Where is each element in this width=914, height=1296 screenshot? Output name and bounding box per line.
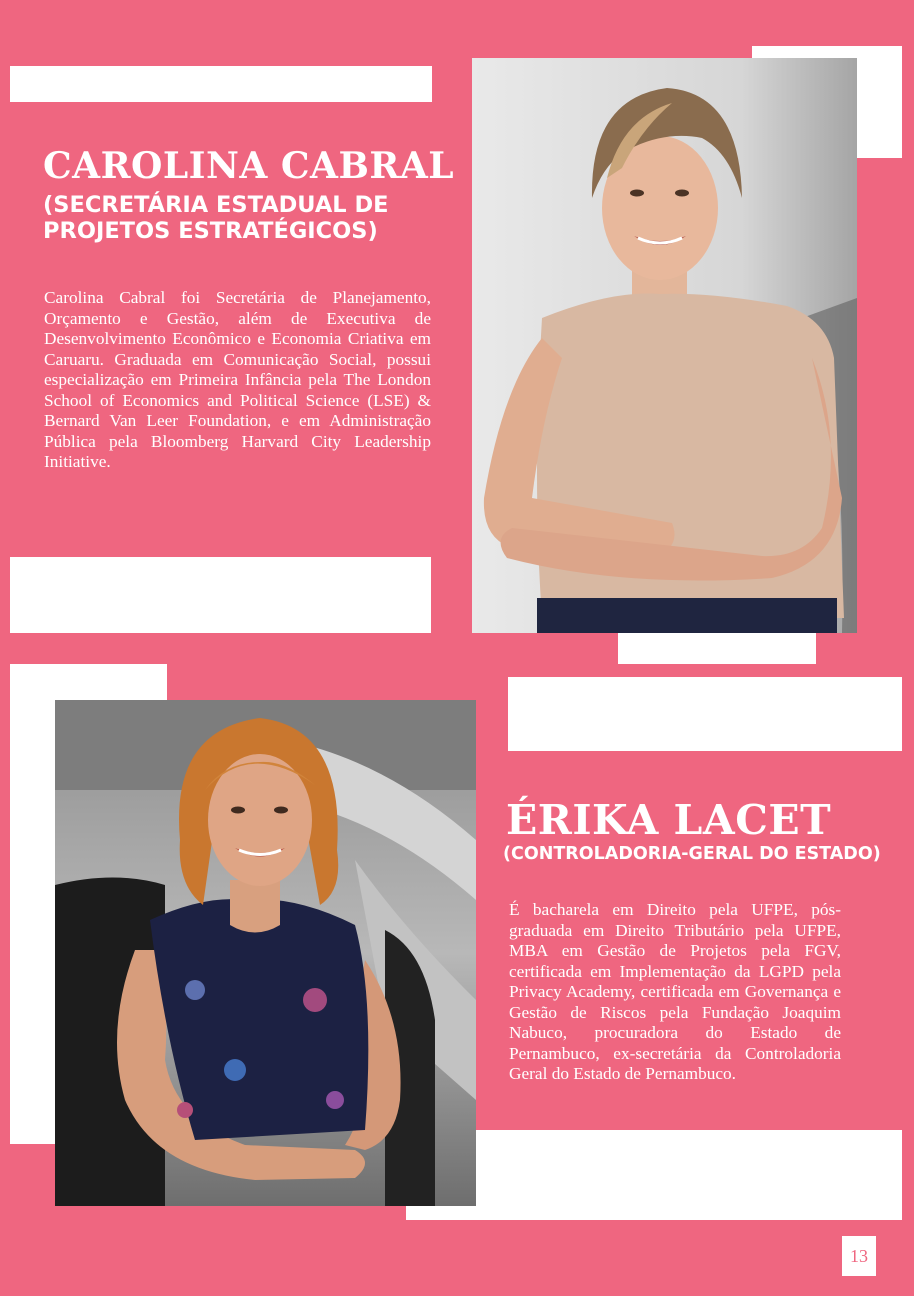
profile-name: CAROLINA CABRAL bbox=[43, 145, 455, 187]
decor-bar-bottom bbox=[406, 1130, 902, 1220]
profile-bio: Carolina Cabral foi Secretária de Planejamento, Orçamento e Gestão, além de Executiva de Desenvolvimento Econômico e Economia Criativa em Caruaru. Graduada em Comunicação Social, possui especialização em Primeira Infância pela The London School of Economics and Political Science (LSE) & Bernard Van Leer Foundation, e em Administração Pública pela Bloomberg Harvard City Leadership Initiative. bbox=[44, 288, 431, 471]
decor-bar-lower-right bbox=[508, 677, 902, 751]
profile-role: (CONTROLADORIA-GERAL DO ESTADO) bbox=[503, 844, 881, 864]
profile-name: ÉRIKA LACET bbox=[506, 796, 832, 844]
profile-role: (SECRETÁRIA ESTADUAL DE PROJETOS ESTRATÉGICOS) bbox=[43, 192, 389, 244]
decor-bar-photo-bottom bbox=[618, 632, 816, 664]
portrait-illustration bbox=[55, 700, 476, 1206]
page-number: 13 bbox=[842, 1236, 876, 1276]
decor-bar-top-left bbox=[10, 66, 432, 102]
portrait-illustration bbox=[472, 58, 857, 633]
portrait-photo-carolina bbox=[472, 58, 857, 633]
decor-bar-mid-left bbox=[10, 557, 431, 633]
portrait-photo-erika bbox=[55, 700, 476, 1206]
profile-bio: É bacharela em Direito pela UFPE, pós-graduada em Direito Tributário pela UFPE, MBA em Gestão de Projetos pela FGV, certificada em Implementação da LGPD pela Privacy Academy, certificada em Governança e Gestão de Riscos pela Fundação Joaquim Nabuco, procuradora do Estado de Pernambuco, ex-secretária da Controladoria Geral do Estado de Pernambuco. bbox=[509, 900, 841, 1083]
